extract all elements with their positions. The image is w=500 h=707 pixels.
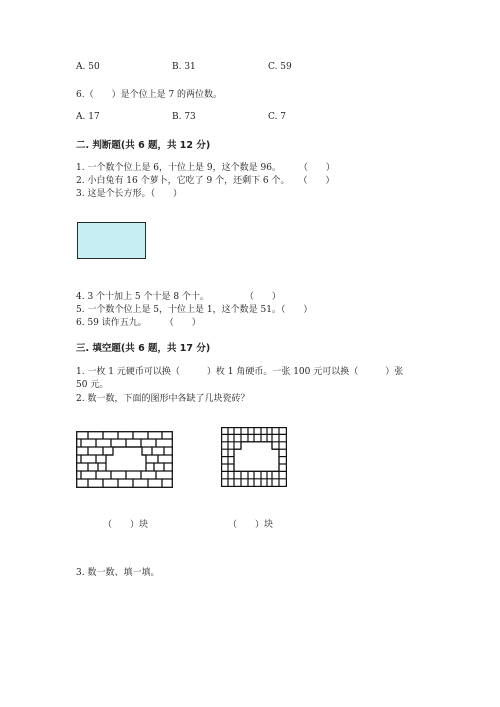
fill-item-2: 2. 数一数，下面的图形中各缺了几块瓷砖？ xyxy=(76,394,250,404)
section3-heading: 三. 填空题(共 6 题，共 17 分) xyxy=(76,343,211,354)
q5-option-a: A. 50 xyxy=(76,62,100,72)
tile-grid-figure xyxy=(221,427,287,487)
q6-option-a: A. 17 xyxy=(76,112,100,122)
q5-option-c: C. 59 xyxy=(268,62,292,72)
fill-item-1-line2: 50 元。 xyxy=(76,380,109,390)
tf-item-6: 6. 59 读作五九。 （ ） xyxy=(76,318,201,328)
answer-right: （ ）块 xyxy=(228,520,274,530)
tf-item-3: 3. 这是个长方形。（ ） xyxy=(76,189,182,199)
tf-item-4: 4. 3 个十加上 5 个十是 8 个十。 （ ） xyxy=(76,292,281,302)
section2-heading: 二. 判断题(共 6 题，共 12 分) xyxy=(76,140,211,151)
fill-item-1-line1: 1. 一枚 1 元硬币可以换（ ）枚 1 角硬币。一张 100 元可以换（ ）张 xyxy=(76,367,404,377)
answer-left: （ ）块 xyxy=(103,520,149,530)
fill-item-3: 3. 数一数、填一填。 xyxy=(76,568,160,578)
rectangle-figure xyxy=(77,222,146,259)
tf-item-1: 1. 一个数个位上是 6，十位上是 9，这个数是 96。 （ ） xyxy=(76,163,335,173)
tf-item-2: 2. 小白兔有 16 个萝卜，它吃了 9 个，还剩下 6 个。 （ ） xyxy=(76,176,335,186)
tf-item-5: 5. 一个数个位上是 5，十位上是 1，这个数是 51。（ ） xyxy=(76,305,313,315)
q5-option-b: B. 31 xyxy=(172,62,196,72)
q6-option-c: C. 7 xyxy=(268,112,287,122)
brick-wall-figure xyxy=(76,431,173,488)
q6-option-b: B. 73 xyxy=(172,112,196,122)
q6-text: 6.（ ）是个位上是 7 的两位数。 xyxy=(76,90,223,100)
